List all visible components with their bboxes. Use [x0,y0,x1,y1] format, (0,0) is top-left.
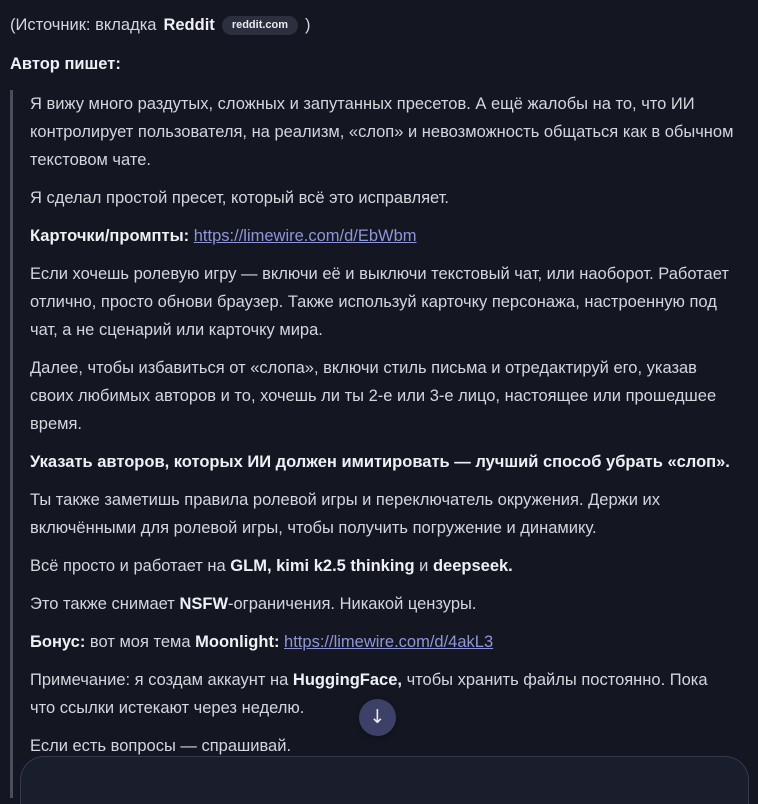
reddit-badge[interactable]: reddit.com [222,16,298,35]
quote-paragraph [30,222,734,250]
text-run: Это также снимает [30,595,180,613]
text-run: Всё просто и работает на [30,557,231,575]
text-run: Примечание: я создам аккаунт на [30,671,293,689]
text-run: HuggingFace, [292,671,402,689]
link[interactable]: https://limewire.com/d/4akL3 [284,633,494,651]
quote-paragraph [30,184,734,212]
down-arrow-icon: ↓ [369,706,386,728]
source-prefix: (Источник: вкладка [10,16,157,34]
quote-paragraph [30,590,734,618]
quote-paragraph [30,628,734,656]
text-run: чтобы хранить файлы постоянно. Пока что ссылки истекают через неделю. [30,671,708,717]
text-run: Указать авторов, которых ИИ должен имитировать — лучший способ убрать «слоп». [30,453,730,471]
scroll-to-bottom-button[interactable] [359,699,396,736]
text-run: Далее, чтобы избавиться от «слопа», включи стиль письма и отредактируй его, указав своих любимых авторов и то, хочешь ли ты 2-е или 3-е лицо, настоящее или прошедшее время. [30,359,717,433]
text-run: Я сделал простой пресет, который всё это исправляет. [30,189,450,207]
text-run: Бонус: [30,633,86,651]
text-run: NSFW [179,595,229,613]
source-suffix: ) [305,16,311,34]
quote-paragraph [30,260,734,344]
quote-body [10,90,738,798]
source-line [8,16,738,35]
text-run: Если есть вопросы — спрашивай. [30,737,292,755]
quote-paragraph [30,90,734,174]
source-name: Reddit [163,16,215,34]
link[interactable]: https://limewire.com/d/EbWbm [193,227,417,245]
text-run: Ты также заметишь правила ролевой игры и переключатель окружения. Держи их включёнными для ролевой игры, чтобы получить погружение и динамику. [30,491,660,537]
author-label: Автор пишет: [10,55,121,73]
quote-paragraph [30,552,734,580]
text-run: Moonlight: [195,633,280,651]
quote-paragraph [30,486,734,542]
text-run: и [414,557,433,575]
text-run: GLM, kimi k2.5 thinking [230,557,415,575]
quote-paragraph [30,448,734,476]
message-input-container[interactable] [20,756,749,804]
quote-paragraph [30,354,734,438]
text-run: вот моя тема [85,633,196,651]
text-run: -ограничения. Никакой цензуры. [228,595,477,613]
text-run: Я вижу много раздутых, сложных и запутанных пресетов. А ещё жалобы на то, что ИИ контролирует пользователя, на реализм, «слоп» и невозможность общаться как в обычном текстовом чате. [30,95,734,169]
text-run: Если хочешь ролевую игру — включи её и выключи текстовый чат, или наоборот. Работает отлично, просто обнови браузер. Также используй карточку персонажа, настроенную под чат, а не сценарий или карточку мира. [30,265,729,339]
text-run: Карточки/промпты: [30,227,194,245]
text-run: deepseek. [432,557,513,575]
